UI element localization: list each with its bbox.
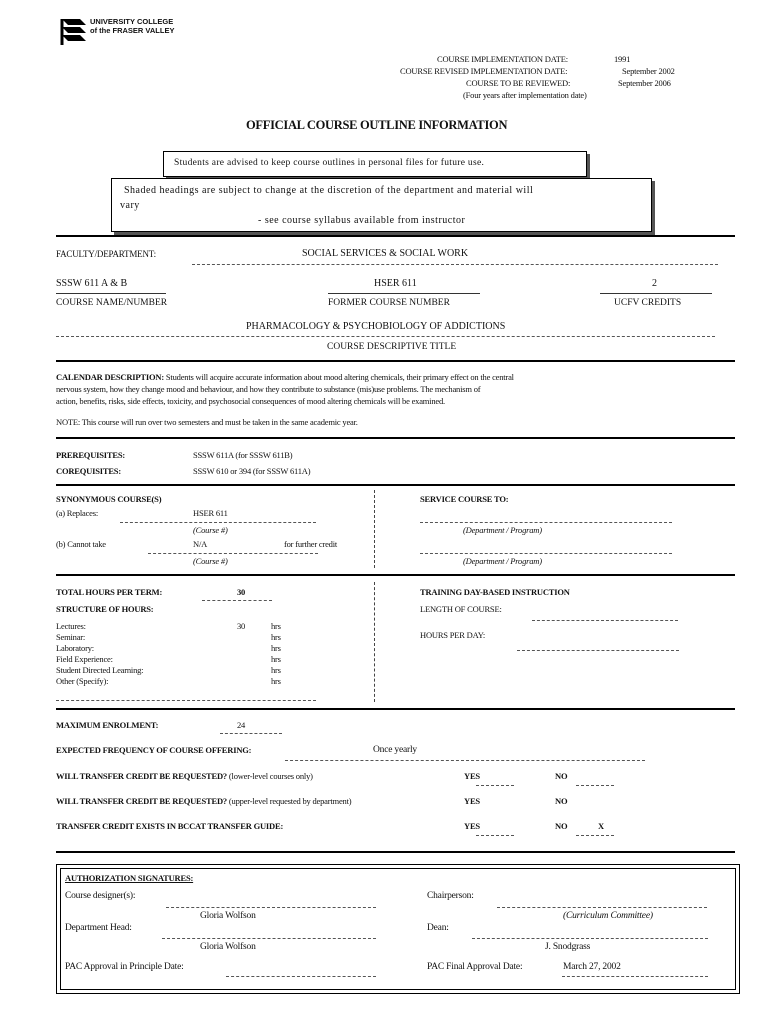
review-note: (Four years after implementation date) (463, 90, 587, 100)
cannot-underline (148, 553, 318, 554)
transfer-question-label: WILL TRANSFER CREDIT BE REQUESTED? (56, 796, 227, 806)
enrolment-label: MAXIMUM ENROLMENT: (56, 720, 159, 730)
hours-row-label: Lectures: (56, 621, 86, 631)
designer-label: Course designer(s): (65, 891, 136, 901)
transfer-yes[interactable]: YES (464, 796, 480, 806)
hours-row-label: Other (Specify): (56, 676, 109, 686)
frequency-underline (285, 760, 645, 761)
notice-box-1 (163, 151, 587, 177)
transfer-question-label: TRANSFER CREDIT EXISTS IN BCCAT TRANSFER GUIDE: (56, 821, 284, 831)
cannot-suffix: for further credit (284, 539, 338, 549)
designer-name: Gloria Wolfson (200, 911, 256, 921)
length-label: LENGTH OF COURSE: (420, 604, 502, 614)
column-divider (374, 582, 375, 702)
service-hint-1: (Department / Program) (463, 525, 542, 535)
logo-line2: of the FRASER VALLEY (90, 26, 175, 35)
section-divider (56, 437, 735, 439)
hours-other-underline (56, 700, 316, 701)
section-divider (56, 574, 735, 576)
pac-principle-label: PAC Approval in Principle Date: (65, 962, 184, 972)
notice-box-2 (111, 178, 652, 232)
course-hint-1: (Course #) (193, 525, 228, 535)
page-title: OFFICIAL COURSE OUTLINE INFORMATION (246, 118, 508, 132)
transfer-yes-line (476, 785, 514, 786)
chair-signature-line[interactable] (497, 907, 707, 908)
enrolment-value: 24 (237, 720, 246, 730)
notice-2-line1: Shaded headings are subject to change at the discretion of the department and material will (124, 185, 534, 196)
transfer-question (56, 821, 283, 831)
section-divider (56, 360, 735, 362)
section-divider (56, 851, 735, 853)
prereq-value: SSSW 611A (for SSSW 611B) (193, 450, 293, 460)
faculty-label: FACULTY/DEPARTMENT: (56, 249, 156, 259)
notice-2-line3: - see course syllabus available from instructor (258, 215, 466, 226)
pac-final-value: March 27, 2002 (563, 962, 621, 972)
perday-underline (517, 650, 679, 651)
calendar-line1: Students will acquire accurate information about mood altering chemicals, their primary effect on the central (165, 372, 514, 382)
replaces-value: HSER 611 (193, 508, 228, 518)
designer-signature-line[interactable] (166, 907, 376, 908)
total-hours-underline (202, 600, 272, 601)
column-divider (374, 490, 375, 568)
impl-date-value: 1991 (614, 54, 631, 64)
dean-signature-line[interactable] (472, 938, 708, 939)
transfer-mark: X (598, 821, 604, 831)
cannot-label: (b) Cannot take (56, 539, 106, 549)
dept-head-name: Gloria Wolfson (200, 942, 256, 952)
former-number: HSER 611 (374, 278, 417, 289)
faculty-value: SOCIAL SERVICES & SOCIAL WORK (302, 248, 469, 259)
length-underline (532, 620, 678, 621)
transfer-question (56, 771, 313, 781)
transfer-no[interactable]: NO (555, 821, 568, 831)
dean-label: Dean: (427, 923, 449, 933)
transfer-no[interactable]: NO (555, 771, 568, 781)
hours-row-label: Laboratory: (56, 643, 94, 653)
transfer-question-label: WILL TRANSFER CREDIT BE REQUESTED? (56, 771, 227, 781)
service-hint-2: (Department / Program) (463, 556, 542, 566)
transfer-yes[interactable]: YES (464, 821, 480, 831)
perday-label: HOURS PER DAY: (420, 630, 486, 640)
hours-row-unit: hrs (271, 621, 281, 631)
section-divider (56, 235, 735, 237)
hours-row-label: Student Directed Learning: (56, 665, 144, 675)
hours-row-unit: hrs (271, 676, 281, 686)
enrolment-underline (220, 733, 282, 734)
calendar-line3: action, benefits, risks, side effects, toxicity, and psychosocial consequences of mood altering chemicals will be examined. (56, 396, 445, 406)
course-number-label: COURSE NAME/NUMBER (56, 298, 168, 308)
service-underline-1 (420, 522, 672, 523)
hours-row-unit: hrs (271, 665, 281, 675)
dean-name: J. Snodgrass (545, 942, 591, 952)
dept-head-signature-line[interactable] (162, 938, 376, 939)
replaces-label: (a) Replaces: (56, 508, 99, 518)
transfer-yes[interactable]: YES (464, 771, 480, 781)
section-divider (56, 484, 735, 486)
calendar-text-line1 (56, 372, 514, 382)
coreq-label: COREQUISITES: (56, 466, 121, 476)
transfer-question-suffix: (upper-level requested by department) (228, 796, 352, 806)
hours-row-unit: hrs (271, 632, 281, 642)
pac-final-line[interactable] (562, 976, 708, 977)
course-hint-2: (Course #) (193, 556, 228, 566)
revised-date-value: September 2002 (622, 66, 675, 76)
replaces-underline (120, 522, 316, 523)
authorization-box (56, 864, 740, 994)
calendar-line2: nervous system, how they change mood and behaviour, and how they contribute to substance (mis)use problems. The mechanism of (56, 384, 481, 394)
credits-line (600, 293, 712, 294)
total-hours-label: TOTAL HOURS PER TERM: (56, 587, 163, 597)
notice-1-text: Students are advised to keep course outlines in personal files for future use. (174, 158, 485, 168)
course-number: SSSW 611 A & B (56, 278, 128, 289)
cannot-value: N/A (193, 539, 208, 549)
pac-principle-line[interactable] (226, 976, 376, 977)
auth-heading: AUTHORIZATION SIGNATURES: (65, 873, 194, 883)
calendar-label: CALENDAR DESCRIPTION: (56, 372, 164, 382)
chair-name: (Curriculum Committee) (563, 911, 653, 921)
calendar-note: NOTE: This course will run over two semesters and must be taken in the same academic year. (56, 417, 358, 427)
transfer-no[interactable]: NO (555, 796, 568, 806)
frequency-label: EXPECTED FREQUENCY OF COURSE OFFERING: (56, 745, 252, 755)
transfer-no-line (576, 785, 614, 786)
former-number-line (328, 293, 480, 294)
transfer-question-suffix: (lower-level courses only) (228, 771, 313, 781)
transfer-question (56, 796, 351, 806)
frequency-value: Once yearly (373, 745, 417, 755)
prereq-label: PREREQUISITES: (56, 450, 125, 460)
former-number-label: FORMER COURSE NUMBER (328, 298, 450, 308)
hours-row-unit: hrs (271, 654, 281, 664)
review-date-value: September 2006 (618, 78, 671, 88)
course-number-line (56, 293, 166, 294)
synonymous-label: SYNONYMOUS COURSE(S) (56, 494, 162, 504)
coreq-value: SSSW 610 or 394 (for SSSW 611A) (193, 466, 311, 476)
structure-label: STRUCTURE OF HOURS: (56, 604, 154, 614)
total-hours-value: 30 (237, 587, 246, 597)
ucfv-logo-icon (60, 17, 88, 47)
credits-label: UCFV CREDITS (614, 298, 682, 308)
course-title: PHARMACOLOGY & PSYCHOBIOLOGY OF ADDICTIONS (246, 321, 506, 332)
hours-row-value: 30 (237, 621, 246, 631)
transfer-no-line (576, 835, 614, 836)
hours-row-label: Field Experience: (56, 654, 113, 664)
course-title-label: COURSE DESCRIPTIVE TITLE (327, 342, 457, 352)
pac-final-label: PAC Final Approval Date: (427, 962, 523, 972)
revised-date-label: COURSE REVISED IMPLEMENTATION DATE: (400, 66, 568, 76)
service-label: SERVICE COURSE TO: (420, 494, 509, 504)
service-underline-2 (420, 553, 672, 554)
dept-head-label: Department Head: (65, 923, 132, 933)
section-divider (56, 708, 735, 710)
training-label: TRAINING DAY-BASED INSTRUCTION (420, 587, 570, 597)
transfer-yes-line (476, 835, 514, 836)
notice-2-line2: vary (120, 200, 140, 211)
faculty-underline (192, 264, 718, 265)
credits-value: 2 (652, 278, 657, 289)
impl-date-label: COURSE IMPLEMENTATION DATE: (437, 54, 568, 64)
review-date-label: COURSE TO BE REVIEWED: (466, 78, 571, 88)
hours-row-unit: hrs (271, 643, 281, 653)
logo-line1: UNIVERSITY COLLEGE (90, 17, 174, 26)
hours-row-label: Seminar: (56, 632, 86, 642)
course-title-underline (56, 336, 715, 337)
chair-label: Chairperson: (427, 891, 474, 901)
